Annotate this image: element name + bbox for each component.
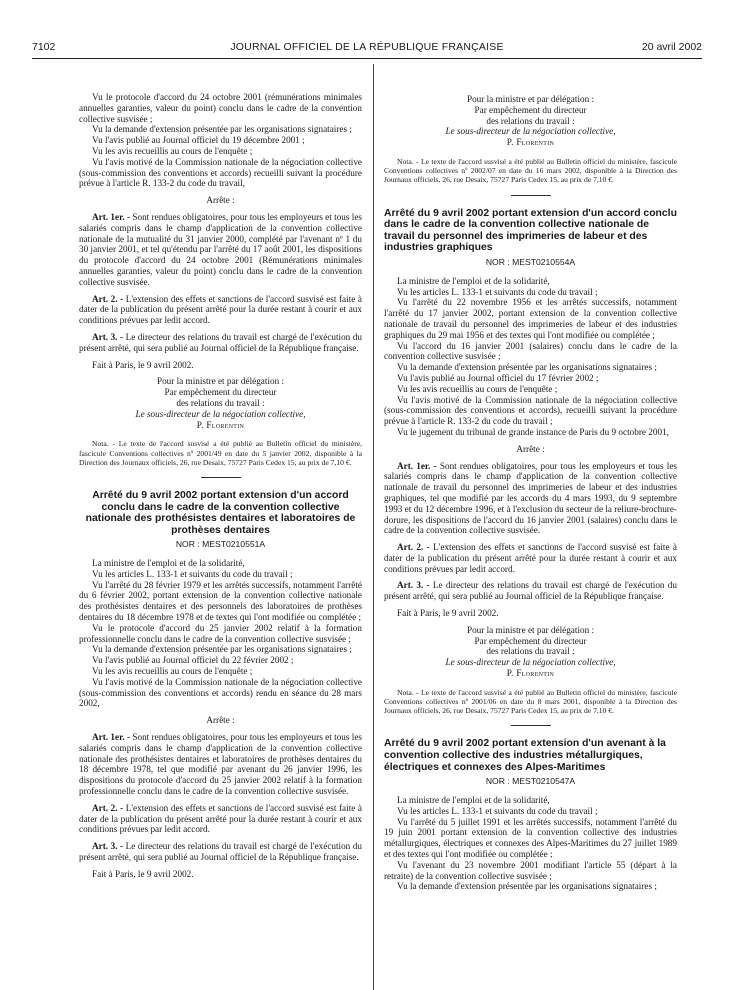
issue-date: 20 avril 2002 bbox=[641, 41, 702, 53]
article-3 bbox=[79, 841, 362, 863]
signature-line: des relations du travail : bbox=[486, 646, 575, 657]
right-column bbox=[384, 94, 677, 892]
visa: Vu l'avis motivé de la Commission nationale de la négociation collective (sous-commission des conventions et accords), recueilli suivant la procédure prévue à l'article R. 133-2 du code du travail ; bbox=[384, 394, 677, 427]
visa: Vu la demande d'extension présentée par les organisations signataires ; bbox=[397, 362, 657, 373]
visa: La ministre de l'emploi et de la solidarité, bbox=[397, 795, 550, 806]
signatory-name: P. Florentin bbox=[506, 137, 555, 148]
article-1 bbox=[384, 461, 677, 537]
signature-block bbox=[79, 376, 362, 430]
visa: Vu la demande d'extension présentée par les organisations signataires ; bbox=[397, 881, 657, 892]
article-1 bbox=[79, 212, 362, 288]
visa: La ministre de l'emploi et de la solidarité, bbox=[397, 275, 550, 286]
signature-line: Pour la ministre et par délégation : bbox=[156, 376, 285, 387]
section-separator bbox=[511, 195, 551, 196]
article-text: L'extension des effets et sanctions de l'accord susvisé est faite à dater de la publication du présent arrêté pour la durée restant à courir et aux conditions prévues par ledit accord. bbox=[79, 293, 362, 326]
visa: Vu la demande d'extension présentée par les organisations signataires ; bbox=[92, 124, 352, 135]
article-2 bbox=[79, 294, 362, 326]
article-label: Art. 3. - bbox=[92, 841, 124, 852]
visa: Vu l'arrêté du 5 juillet 1991 et les arrêtés successifs, notamment l'arrêté du 19 juin 2001 portant extension de la convention collective des industries métallurgiques, électriques et connexes des Alpes-Maritimes du 27 juillet 1989 et des textes qui l'ont modifiée ou complétée ; bbox=[384, 816, 677, 860]
article-3 bbox=[384, 580, 677, 602]
signature-block bbox=[384, 94, 677, 148]
signature-line: Par empêchement du directeur bbox=[474, 635, 587, 646]
visa: Vu l'accord du 16 janvier 2001 (salaires) conclu dans le cadre de la convention collective susvisée ; bbox=[384, 340, 677, 362]
visa: La ministre de l'emploi et de la solidarité, bbox=[92, 558, 245, 569]
article-label: Art. 3. - bbox=[397, 580, 430, 591]
article-text: Le directeur des relations du travail est chargé de l'exécution du présent arrêté, qui sera publié au Journal officiel de la République française. bbox=[79, 841, 362, 863]
article-text: L'extension des effets et sanctions de l'accord susvisé est faite à dater de la publication du présent arrêté pour la durée restant à courir et aux conditions prévues par ledit accord. bbox=[384, 542, 677, 574]
article-text: Sont rendues obligatoires, pour tous les employeurs et tous les salariés compris dans le champ d'application de la convention collective nationale de travail du personnel des imprimeries de labeur et des industries graphiques, tel que modifié par les accords du 4 mars 1993, du 9 septembre 1993 et du 12 décembre 1996, et à l'exclusion du secteur de la reliure-brochure-dorure, les dispositions de l'accord du 16 janvier 2001 (salaires) conclu dans le cadre de la convention collective susvisée. bbox=[384, 460, 677, 536]
signature-title: Le sous-directeur de la négociation collective, bbox=[445, 657, 616, 668]
page-number: 7102 bbox=[32, 41, 56, 53]
visa: Vu le protocole d'accord du 25 janvier 2002 relatif à la formation professionnelle conclu dans le cadre de la convention collective susvisée ; bbox=[79, 622, 362, 644]
signature-line: Pour la ministre et par délégation : bbox=[466, 624, 595, 635]
signature-title: Le sous-directeur de la négociation collective, bbox=[135, 408, 306, 419]
article-2 bbox=[384, 542, 677, 574]
article-2 bbox=[79, 803, 362, 835]
nota: Nota. - Le texte de l'accord susvisé a été publié au Bulletin officiel du ministère, fascicule Conventions collectives nº 2001/49 en date du 5 janvier 2002, disponible à la Direction des Journaux officiels, 26, rue Desaix, 75727 Paris Cedex 15, au prix de 7,10 €. bbox=[79, 439, 362, 467]
nota: Nota. - Le texte de l'accord susvisé a été publié au Bulletin officiel du ministère, fascicule Conventions collectives nº 2002/07 en date du 16 mars 2002, disponible à la Direction des Journaux officiels, 26, rue Desaix, 75727 Paris Cedex 15, au prix de 7,10 €. bbox=[384, 156, 677, 185]
column-divider bbox=[373, 64, 374, 990]
article-label: Art. 3. - bbox=[92, 331, 124, 342]
article-text: Le directeur des relations du travail est chargé de l'exécution du présent arrêté, qui sera publié au Journal officiel de la République française. bbox=[384, 580, 677, 602]
signature-line: Pour la ministre et par délégation : bbox=[466, 94, 595, 104]
article-label: Art. 1er. - bbox=[92, 211, 131, 222]
article-text: Sont rendues obligatoires, pour tous les employeurs et tous les salariés compris dans le champ d'application de la convention collective nationale de la mutualité du 31 janvier 2000, complété par l'avenant nº 1 du 30 janvier 2001, et tel qu'étendu par l'arrêté du 17 août 2001, les dispositions du protocole d'accord du 24 octobre 2001 (Rémunérations minimales annuelles garanties, valeur du point) conclu dans le cadre de la convention collective susvisée. bbox=[79, 211, 362, 287]
visa: Vu l'avenant du 23 novembre 2001 modifiant l'article 55 (départ à la retraite) de la convention collective susvisée ; bbox=[384, 859, 677, 881]
visa: Vu la demande d'extension présentée par les organisations signataires ; bbox=[92, 644, 352, 655]
article-text: Sont rendues obligatoires, pour tous les employeurs et tous les salariés compris dans le champ d'application de la convention collective nationale des prothésistes dentaires et laboratoires de prothèses dentaires du 18 décembre 1978, tel que modifié par avenant du 26 janvier 1996, les dispositions du protocole d'accord du 25 janvier 2002 relatif à la formation professionnelle conclu dans le cadre de la convention collective susvisée. bbox=[79, 732, 362, 797]
nor-reference: NOR : MEST0210554A bbox=[485, 256, 576, 267]
journal-title: JOURNAL OFFICIEL DE LA RÉPUBLIQUE FRANÇAISE bbox=[230, 41, 504, 53]
visa: Vu le jugement du tribunal de grande instance de Paris du 9 octobre 2001, bbox=[397, 426, 669, 437]
article-1 bbox=[79, 732, 362, 797]
visa: Vu les articles L. 133-1 et suivants du code du travail ; bbox=[397, 286, 598, 297]
left-column bbox=[79, 92, 362, 880]
signature-title: Le sous-directeur de la négociation collective, bbox=[445, 126, 616, 137]
visa: Vu l'avis motivé de la Commission nationale de la négociation collective (sous-commission des conventions et accords) recueilli suivant la procédure prévue à l'article R. 133-2 du code du travail, bbox=[79, 156, 362, 189]
arrete-label: Arrête : bbox=[206, 195, 235, 206]
article-label: Art. 2. - bbox=[397, 542, 430, 553]
visa: Vu les articles L. 133-1 et suivants du code du travail ; bbox=[92, 568, 293, 579]
nota: Nota. - Le texte de l'accord susvisé a été publié au Bulletin officiel du ministère, fascicule Conventions collectives nº 2001/06 en date du 8 mars 2001, disponible à la Direction des Journaux officiels, 26, rue Desaix, 75727 Paris Cedex 15, au prix de 7,10 €. bbox=[384, 687, 677, 716]
visa: Vu l'avis publié au Journal officiel du 19 décembre 2001 ; bbox=[92, 135, 305, 146]
decree-title: Arrêté du 9 avril 2002 portant extension d'un accord conclu dans le cadre de la convention collective nationale des prothésistes dentaires et laboratoires de prothèses dentaires bbox=[85, 489, 356, 536]
visa: Vu les avis recueillis au cours de l'enquête ; bbox=[92, 145, 253, 156]
signatory-name: P. Florentin bbox=[506, 668, 555, 679]
page-header bbox=[32, 41, 702, 57]
section-separator bbox=[201, 477, 241, 478]
signature-block bbox=[384, 625, 677, 679]
visa: Vu les avis recueillis au cours de l'enquête ; bbox=[397, 383, 558, 394]
signature-line: des relations du travail : bbox=[176, 397, 265, 408]
article-label: Art. 2. - bbox=[92, 293, 124, 304]
visa: Vu les articles L. 133-1 et suivants du code du travail ; bbox=[397, 805, 598, 816]
section-separator bbox=[511, 725, 551, 726]
fait-a-paris: Fait à Paris, le 9 avril 2002. bbox=[397, 608, 499, 619]
fait-a-paris: Fait à Paris, le 9 avril 2002. bbox=[92, 868, 194, 879]
nor-reference: NOR : MEST0210547A bbox=[485, 776, 576, 787]
decree-title: Arrêté du 9 avril 2002 portant extension d'un accord conclu dans le cadre de la convention collective nationale de travail du personnel des imprimeries de labeur et des industries graphiques bbox=[384, 207, 677, 254]
article-text: Le directeur des relations du travail est chargé de l'exécution du présent arrêté, qui sera publié au Journal officiel de la République française. bbox=[79, 331, 362, 353]
arrete-label: Arrête : bbox=[516, 443, 545, 454]
decree-title: Arrêté du 9 avril 2002 portant extension d'un avenant à la convention collective des industries métallurgiques, électriques et connexes des Alpes-Maritimes bbox=[384, 738, 666, 773]
article-label: Art. 2. - bbox=[92, 802, 124, 813]
nor-reference: NOR : MESТ0210551A bbox=[175, 539, 266, 550]
header-rule bbox=[32, 58, 702, 59]
signature-line: Par empêchement du directeur bbox=[164, 387, 277, 398]
signature-line: des relations du travail : bbox=[486, 115, 575, 126]
fait-a-paris: Fait à Paris, le 9 avril 2002. bbox=[92, 359, 194, 370]
visa: Vu les avis recueillis au cours de l'enquête ; bbox=[92, 666, 253, 677]
visa: Vu l'arrêté du 28 février 1979 et les arrêtés successifs, notamment l'arrêté du 6 février 2002, portant extension de la convention collective nationale des prothésistes dentaires et des personnels des laboratoires de prothèses dentaires du 18 décembre 1978 et de textes qui l'ont modifiée ou complétée ; bbox=[79, 579, 362, 623]
article-text: L'extension des effets et sanctions de l'accord susvisé est faite à dater de la publication du présent arrêté pour la durée restant à courir et aux conditions prévues par ledit accord. bbox=[79, 802, 362, 835]
visa: Vu le protocole d'accord du 24 octobre 2001 (rémunérations minimales annuelles garanties, valeur du point) conclu dans le cadre de la convention collective susvisée ; bbox=[79, 92, 362, 124]
article-label: Art. 1er. - bbox=[397, 460, 437, 471]
signatory-name: P. Florentin bbox=[196, 419, 245, 430]
visa: Vu l'avis publié au Journal officiel du 22 février 2002 ; bbox=[92, 655, 294, 666]
visa: Vu l'avis publié au Journal officiel du 17 février 2002 ; bbox=[397, 372, 599, 383]
signature-line: Par empêchement du directeur bbox=[474, 104, 587, 115]
article-label: Art. 1er. - bbox=[92, 732, 131, 743]
visa: Vu l'arrêté du 22 novembre 1956 et les arrêtés successifs, notamment l'arrêté du 17 janvier 2002, portant extension de la convention collective nationale de travail du personnel des imprimeries de labeur et des industries graphiques du 29 mai 1956 et des textes qui l'ont modifiée ou complétée ; bbox=[384, 297, 677, 340]
article-3 bbox=[79, 332, 362, 354]
arrete-label: Arrête : bbox=[206, 715, 235, 726]
visa: Vu l'avis motivé de la Commission nationale de la négociation collective (sous-commission des conventions et accords) rendu en séance du 28 mars 2002, bbox=[79, 676, 362, 709]
